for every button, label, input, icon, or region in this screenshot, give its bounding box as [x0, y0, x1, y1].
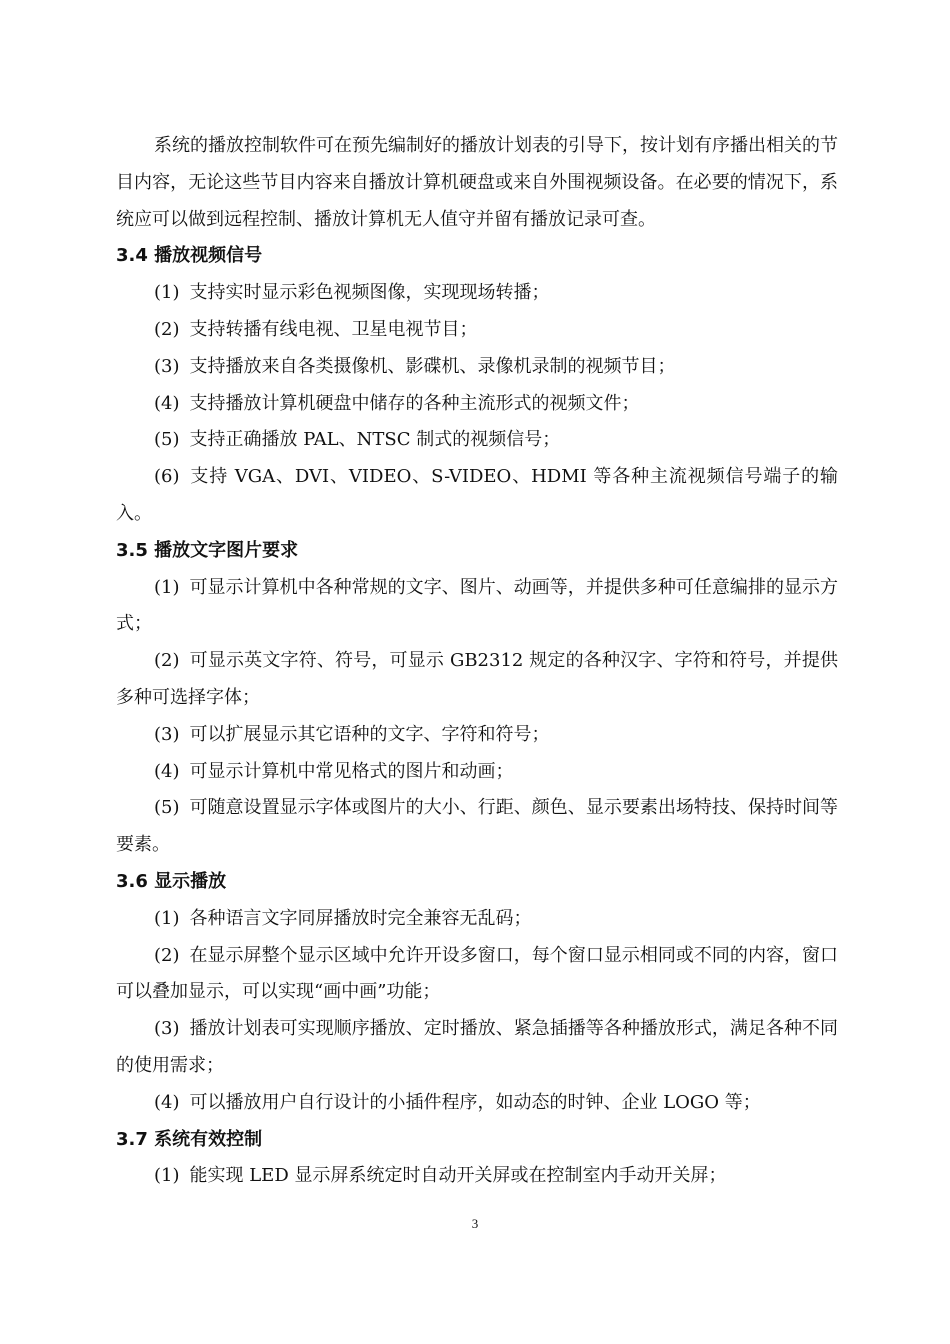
section-heading: 3.7 系统有效控制 [116, 1128, 263, 1150]
list-item [116, 754, 838, 791]
list-item [116, 1158, 838, 1195]
item-text: 各种语言文字同屏播放时完全兼容无乱码； [189, 907, 532, 929]
item-text: 可显示计算机中常见格式的图片和动画； [189, 760, 514, 782]
item-number: (1) [154, 576, 180, 598]
item-number: (4) [154, 1091, 180, 1113]
item-number: (6) [154, 466, 180, 488]
item-number: (4) [154, 760, 180, 782]
item-text: 支持 VGA、DVI、VIDEO、S-VIDEO、HDMI 等各种主流视频信号端子的输入。 [116, 466, 838, 524]
item-number: (3) [154, 1018, 180, 1040]
list-item [116, 790, 838, 864]
item-text: 支持实时显示彩色视频图像，实现现场转播； [189, 282, 550, 304]
section-heading: 3.5 播放文字图片要求 [116, 539, 299, 561]
list-item [116, 349, 838, 386]
list-item [116, 570, 838, 644]
list-item [116, 1085, 838, 1122]
section-heading: 3.4 播放视频信号 [116, 245, 263, 267]
list-item [116, 901, 838, 938]
item-text: 能实现 LED 显示屏系统定时自动开关屏或在控制室内手动开关屏； [189, 1165, 727, 1187]
list-item [116, 643, 838, 717]
list-item [116, 717, 838, 754]
list-item [116, 422, 838, 459]
item-text: 可显示计算机中各种常规的文字、图片、动画等，并提供多种可任意编排的显示方式； [116, 576, 838, 635]
section-heading: 3.6 显示播放 [116, 870, 227, 892]
item-number: (1) [154, 1165, 180, 1187]
item-text: 支持正确播放 PAL、NTSC 制式的视频信号； [189, 429, 561, 451]
item-number: (1) [154, 282, 180, 304]
item-text: 可以播放用户自行设计的小插件程序，如动态的时钟、企业 LOGO 等； [189, 1091, 761, 1113]
item-text: 播放计划表可实现顺序播放、定时播放、紧急插播等各种播放形式，满足各种不同的使用需求； [116, 1018, 838, 1076]
item-text: 在显示屏整个显示区域中允许开设多窗口，每个窗口显示相同或不同的内容，窗口可以叠加显示，可以实现“画中画”功能； [116, 944, 838, 1003]
list-item [116, 459, 838, 533]
item-number: (1) [154, 907, 180, 929]
item-text: 可显示英文字符、符号，可显示 GB2312 规定的各种汉字、字符和符号，并提供多种可选择字体； [116, 650, 838, 708]
item-text: 可随意设置显示字体或图片的大小、行距、颜色、显示要素出场特技、保持时间等要素。 [116, 797, 838, 856]
list-item [116, 275, 838, 312]
item-text: 支持播放计算机硬盘中储存的各种主流形式的视频文件； [189, 392, 640, 414]
list-item [116, 938, 838, 1012]
section-3-6 [116, 864, 838, 1122]
page-number: 3 [471, 1216, 479, 1231]
item-number: (2) [154, 318, 180, 340]
item-text: 可以扩展显示其它语种的文字、字符和符号； [189, 723, 550, 745]
item-number: (5) [154, 797, 180, 819]
list-item [116, 1011, 838, 1085]
item-number: (2) [154, 650, 180, 672]
item-number: (5) [154, 429, 180, 451]
item-text: 支持转播有线电视、卫星电视节目； [189, 318, 478, 340]
item-number: (4) [154, 392, 180, 414]
section-3-5 [116, 533, 838, 864]
item-number: (3) [154, 355, 180, 377]
section-3-4 [116, 238, 838, 532]
list-item [116, 386, 838, 423]
intro-paragraph: 系统的播放控制软件可在预先编制好的播放计划表的引导下，按计划有序播出相关的节目内容，无论这些节目内容来自播放计算机硬盘或来自外围视频设备。在必要的情况下，系统应可以做到远程控制、播放计算机无人值守并留有播放记录可查。 [116, 135, 838, 230]
item-number: (2) [154, 944, 180, 966]
document-body [116, 128, 838, 1195]
item-number: (3) [154, 723, 180, 745]
section-3-7 [116, 1122, 838, 1196]
item-text: 支持播放来自各类摄像机、影碟机、录像机录制的视频节目； [189, 355, 676, 377]
list-item [116, 312, 838, 349]
